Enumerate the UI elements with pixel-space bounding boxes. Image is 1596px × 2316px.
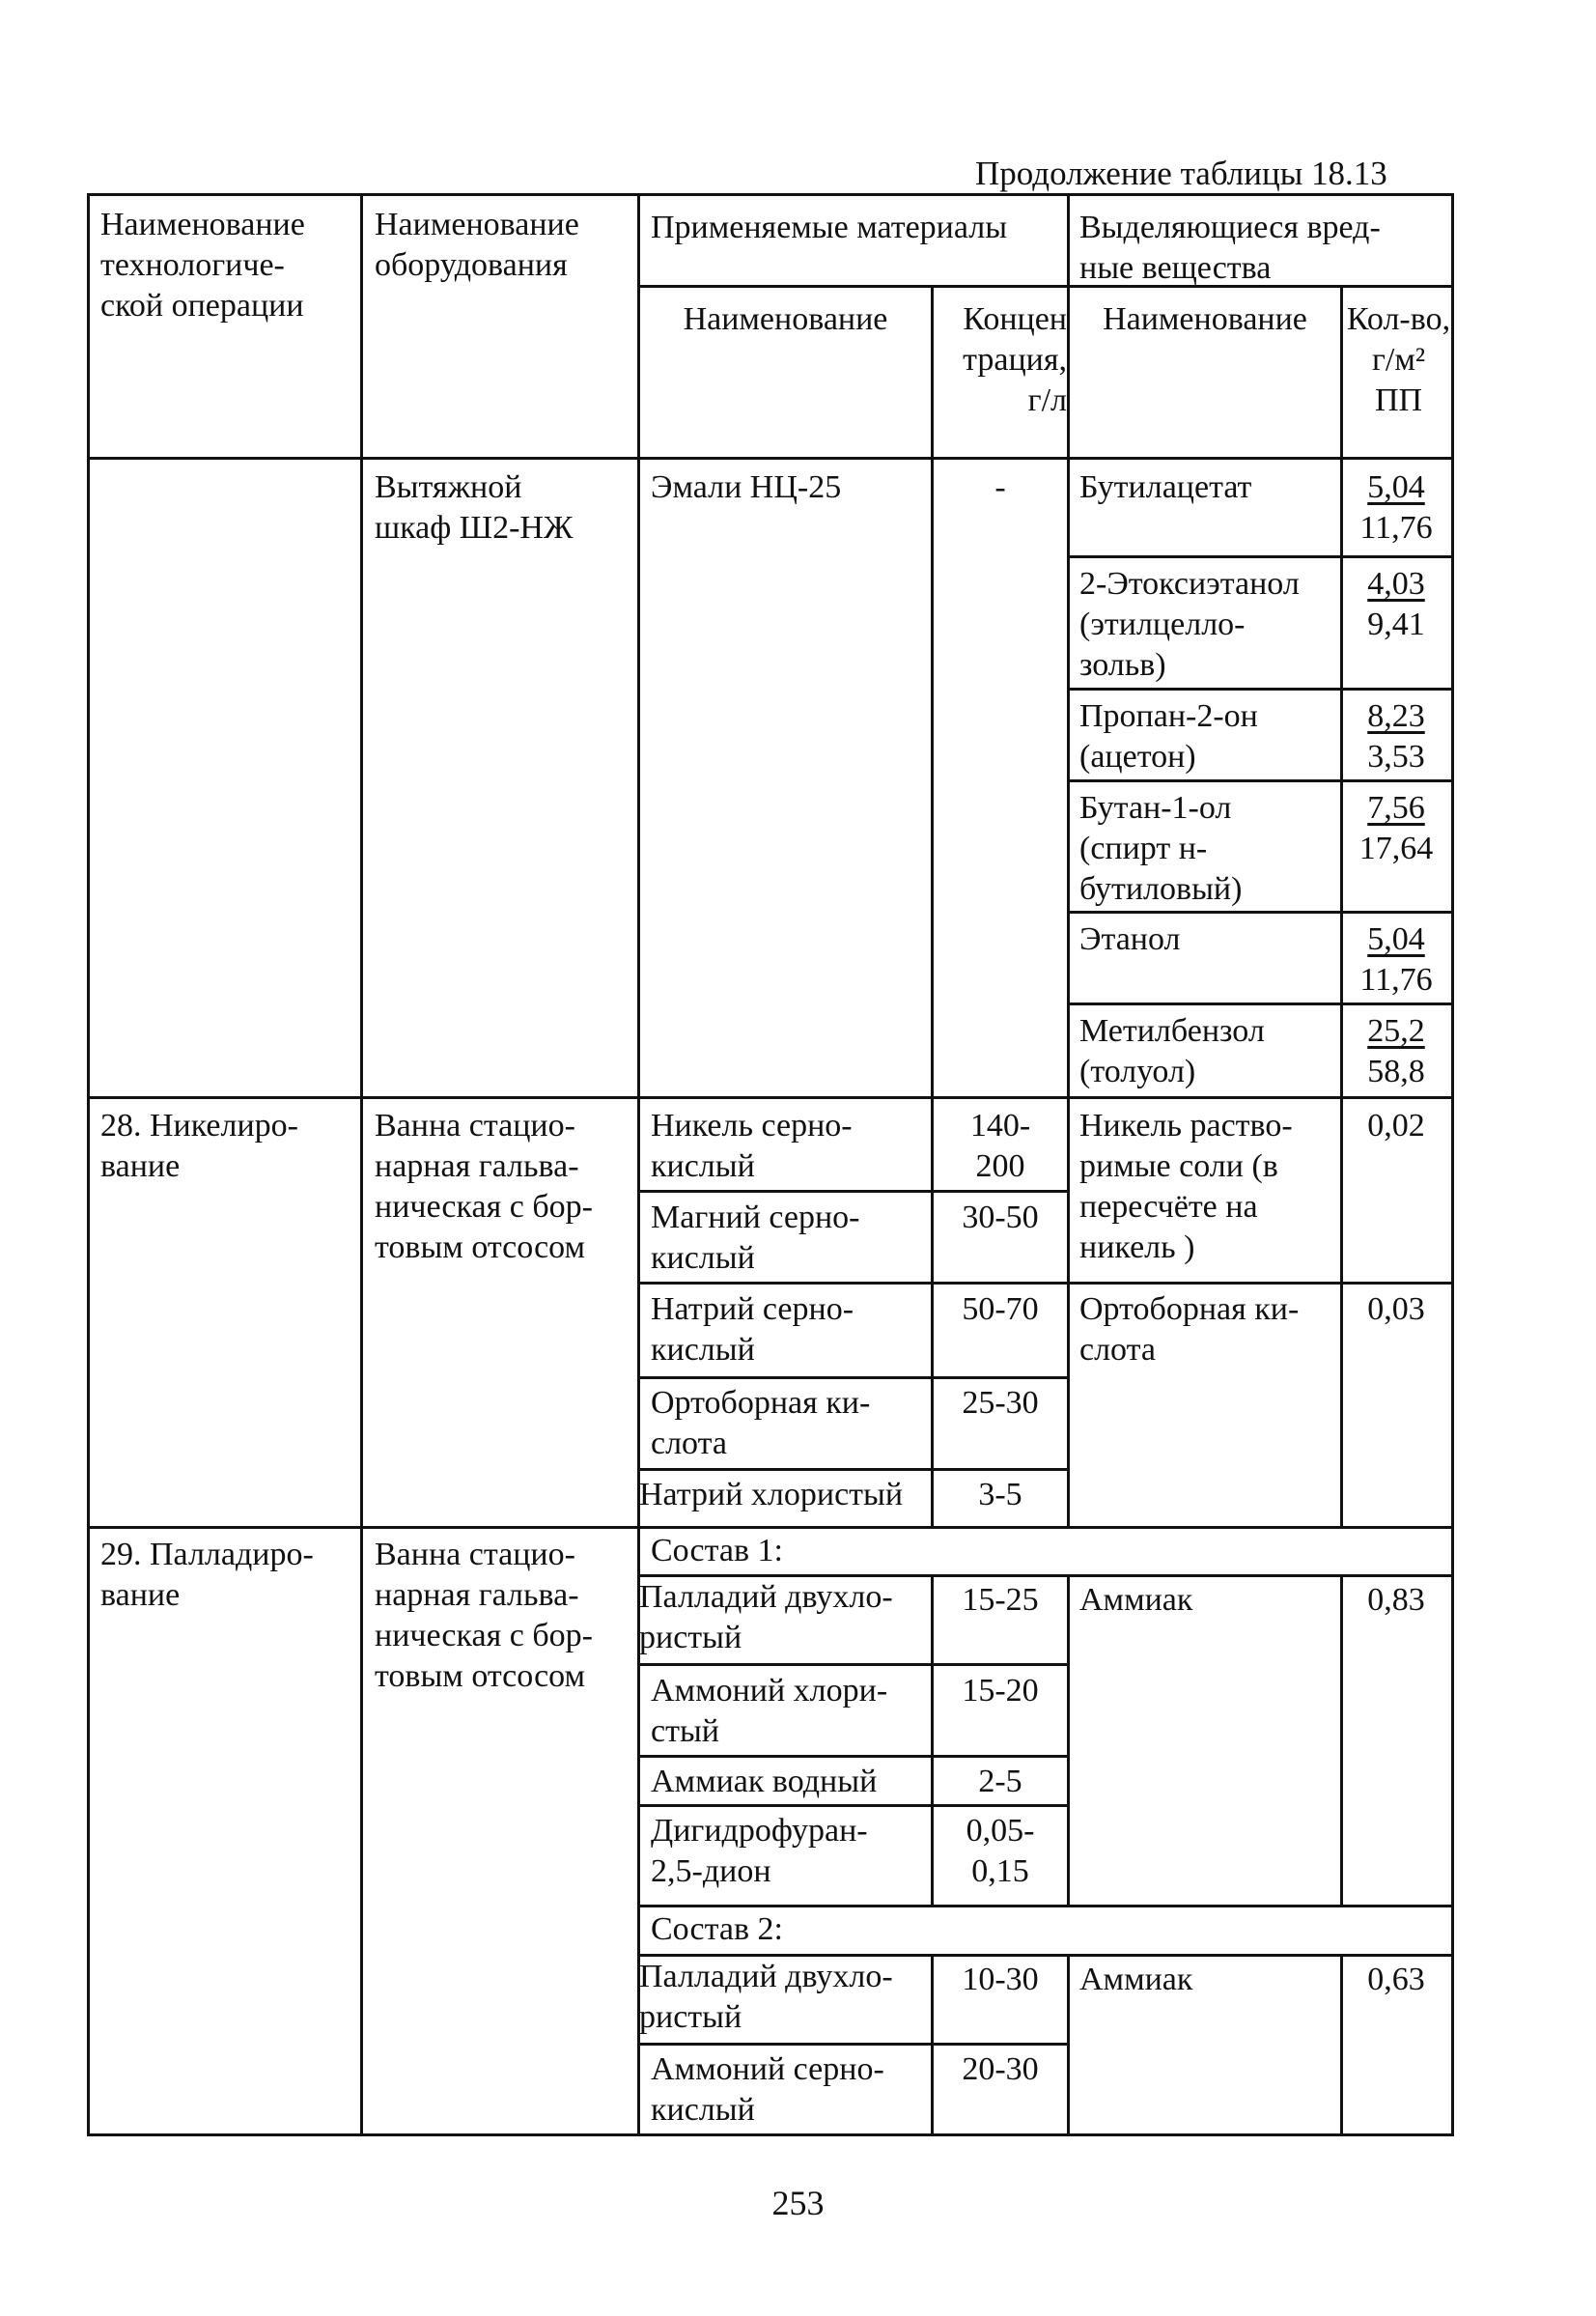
table-border-top: [87, 193, 1454, 196]
header-equipment: Наименование оборудования: [375, 207, 579, 283]
amount-value-top: 8,23: [1367, 698, 1425, 734]
concentration-cell: 50-70: [962, 1291, 1039, 1327]
page-number: 253: [771, 2184, 825, 2222]
column-line: [637, 193, 640, 2136]
substance-name-cell: Пропан-2-он (ацетон): [1079, 698, 1258, 775]
equipment-cell: Ванна стацио- нарная гальва- ническая с бор- товым отсосом: [375, 1108, 593, 1265]
composition-2-top-line: [637, 1905, 1454, 1907]
concentration-cell: -: [994, 469, 1006, 505]
substance-name-cell: Метилбензол (толуол): [1079, 1013, 1265, 1089]
material-name-cell: Никель серно- кислый: [651, 1108, 853, 1184]
substance-name-cell: Этанол: [1079, 921, 1181, 957]
header-material-name: Наименование: [683, 301, 888, 337]
amount-value: 0,02: [1367, 1108, 1425, 1144]
column-line: [360, 193, 363, 2136]
column-line: [1067, 1574, 1070, 1905]
header-materials: Применяемые материалы: [651, 210, 1008, 245]
row-line: [637, 1755, 1067, 1758]
block-divider-29: [87, 1526, 1454, 1529]
table-caption: Продолжение таблицы 18.13: [975, 155, 1387, 192]
header-substance-name: Наименование: [1103, 301, 1307, 337]
amount-value-bottom: 17,64: [1358, 831, 1434, 866]
equipment-cell: Ванна стацио- нарная гальва- ническая с бор- товым отсосом: [375, 1537, 593, 1694]
amount-value-top: 7,56: [1367, 790, 1425, 826]
row-line: [637, 1282, 1454, 1285]
amount-value-bottom: 9,41: [1367, 607, 1425, 642]
material-name-cell: Палладий двухло- ристый: [639, 1579, 893, 1655]
row-line: [637, 1376, 1067, 1379]
concentration-cell: 10-30: [962, 1962, 1039, 1997]
material-name-cell: Натрий хлористый: [639, 1477, 904, 1512]
concentration-cell: 15-20: [962, 1673, 1039, 1709]
row-line: [1067, 779, 1454, 782]
concentration-cell: 30-50: [962, 1200, 1039, 1235]
amount-value-bottom: 3,53: [1367, 739, 1425, 775]
row-line: [637, 1804, 1067, 1807]
amount-value: 0,63: [1367, 1962, 1425, 1997]
amount-value-bottom: 11,76: [1359, 962, 1433, 998]
substance-name-cell: 2-Этоксиэтанол (этилцелло- зольв): [1079, 566, 1300, 683]
substance-name-cell: Ортоборная ки- слота: [1079, 1291, 1300, 1368]
amount-value-top: 25,2: [1367, 1013, 1425, 1049]
material-name-cell: Аммиак водный: [651, 1764, 878, 1799]
amount-value: 0,83: [1367, 1582, 1425, 1618]
header-amount: Кол-во, г/м² ПП: [1346, 301, 1451, 418]
table-border-right: [1451, 193, 1454, 2136]
header-substances: Выделяющиеся вред- ные вещества: [1079, 210, 1381, 286]
row-line: [637, 1663, 1067, 1666]
operation-cell: 28. Никелиро- вание: [100, 1108, 298, 1184]
material-name-cell: Дигидрофуран- 2,5-дион: [651, 1813, 868, 1889]
amount-value-bottom: 11,76: [1359, 510, 1433, 546]
concentration-cell: 2-5: [978, 1764, 1022, 1799]
amount-value-top: 4,03: [1367, 566, 1425, 602]
row-line: [637, 2043, 1067, 2046]
column-line: [1067, 193, 1070, 1526]
header-bottom-line: [87, 457, 1454, 460]
block-divider-28: [87, 1096, 1454, 1099]
header-concentration: Концен трация, г/л: [963, 301, 1067, 418]
composition-2-label: Состав 2:: [651, 1911, 783, 1947]
header-operation: Наименование технологиче- ской операции: [100, 207, 305, 324]
material-name-cell: Палладий двухло- ристый: [639, 1959, 893, 2035]
concentration-cell: 25-30: [962, 1385, 1039, 1421]
equipment-cell: Вытяжной шкаф Ш2-НЖ: [375, 469, 574, 546]
substance-name-cell: Бутан-1-ол (спирт н- бутиловый): [1079, 790, 1243, 907]
concentration-cell: 0,05- 0,15: [966, 1813, 1035, 1889]
row-line: [637, 1468, 1067, 1471]
material-name-cell: Ортоборная ки- слота: [651, 1385, 871, 1461]
substance-name-cell: Бутилацетат: [1079, 469, 1252, 505]
material-name-cell: Натрий серно- кислый: [651, 1291, 854, 1368]
amount-value: 0,03: [1367, 1291, 1425, 1327]
material-name-cell: Эмали НЦ-25: [651, 469, 842, 505]
operation-cell: 29. Палладиро- вание: [100, 1537, 314, 1613]
row-line: [1067, 688, 1454, 691]
row-line: [637, 1190, 1067, 1193]
table-border-bottom: [87, 2133, 1454, 2136]
material-name-cell: Аммоний серно- кислый: [651, 2051, 884, 2128]
table-border-left: [87, 193, 90, 2136]
amount-value-top: 5,04: [1367, 469, 1425, 505]
amount-value-bottom: 58,8: [1367, 1054, 1425, 1089]
row-line: [1067, 555, 1454, 558]
material-name-cell: Магний серно- кислый: [651, 1200, 860, 1276]
row-line: [1067, 911, 1454, 914]
substance-name-cell: Никель раство- римые соли (в пересчёте на никель ): [1079, 1108, 1293, 1265]
concentration-cell: 3-5: [978, 1477, 1022, 1512]
row-line: [1067, 1003, 1454, 1005]
table-18-13: [87, 193, 1454, 2136]
column-line: [1067, 1954, 1070, 2136]
composition-1-label: Состав 1:: [651, 1533, 783, 1568]
concentration-cell: 20-30: [962, 2051, 1039, 2087]
concentration-cell: 140- 200: [969, 1108, 1031, 1184]
material-name-cell: Аммоний хлори- стый: [651, 1673, 888, 1749]
concentration-cell: 15-25: [962, 1582, 1039, 1618]
amount-value-top: 5,04: [1367, 921, 1425, 957]
substance-name-cell: Аммиак: [1079, 1582, 1193, 1618]
substance-name-cell: Аммиак: [1079, 1962, 1193, 1997]
column-line: [1340, 1574, 1343, 1905]
